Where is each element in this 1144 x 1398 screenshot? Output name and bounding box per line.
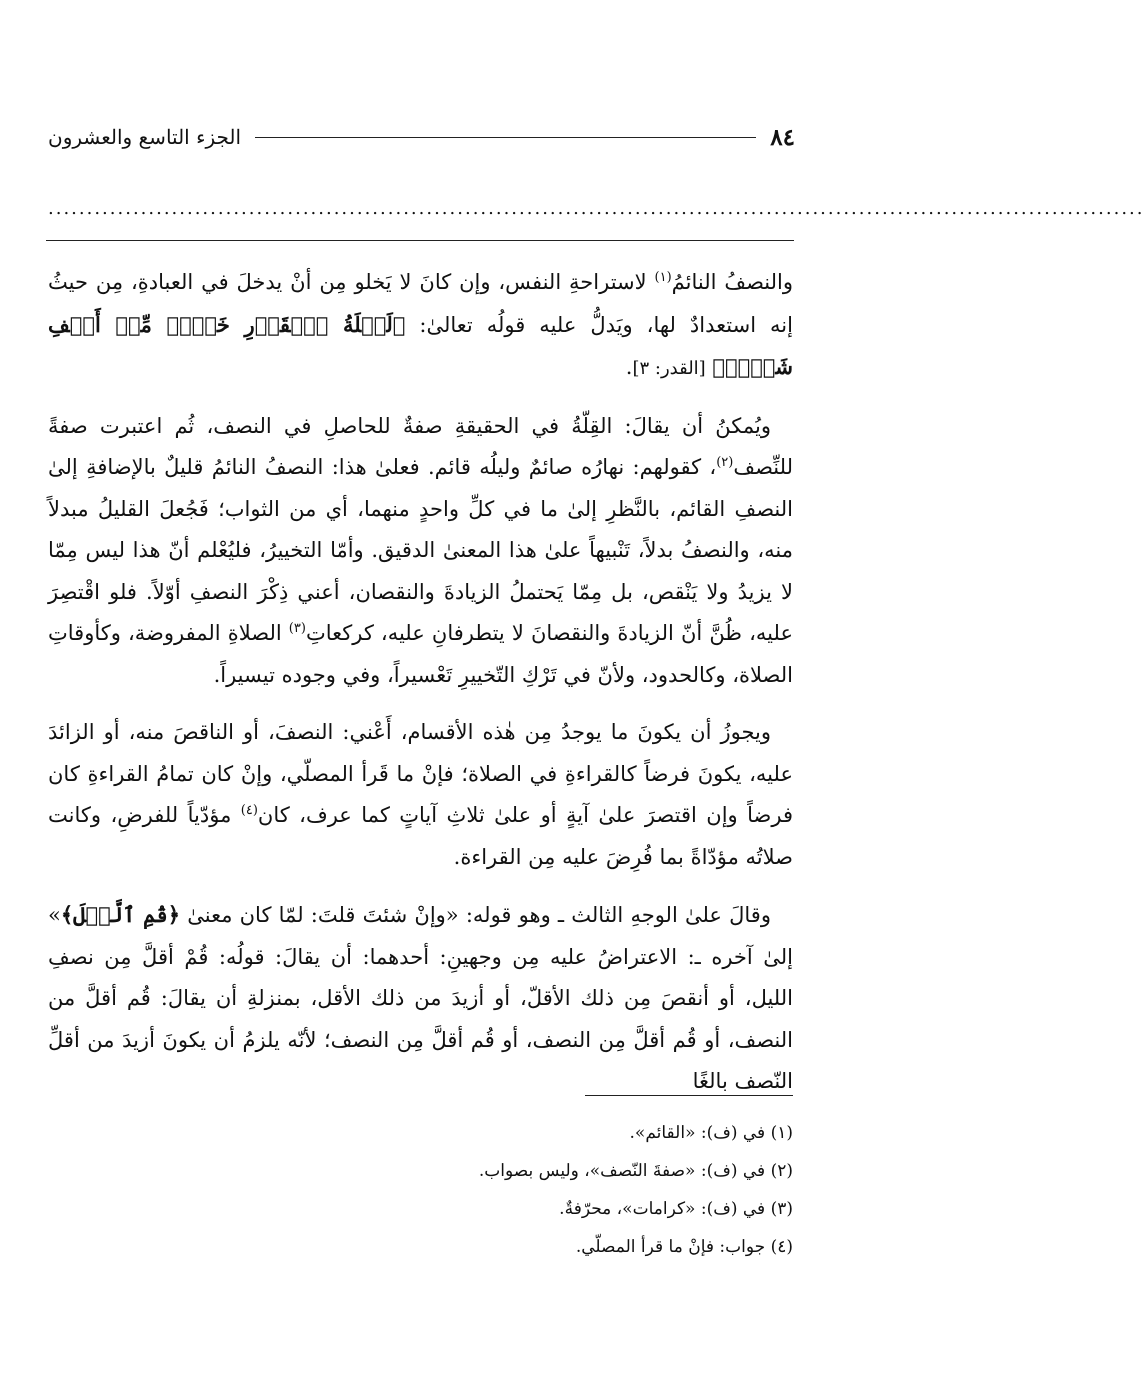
text-run: الصلاةِ المفروضة، وكأوقاتِ الصلاة، وكالحدود، ولأنّ في تَرْكِ التّخييرِ تَعْسيراً، وفي وجوده تيسيراً. bbox=[48, 621, 793, 687]
footnote-ref: (٤) bbox=[240, 803, 258, 818]
text-run: . bbox=[625, 355, 633, 379]
footnote-3: (٣) في (ف): «كرامات»، محرّفةٌ. bbox=[559, 1199, 793, 1219]
text-run: وقالَ علىٰ الوجهِ الثالث ـ وهو قوله: «وإنْ شئتَ قلتَ: لمّا كان معنىٰ bbox=[180, 903, 771, 927]
footnotes bbox=[93, 1114, 793, 1266]
footnote-4: (٤) جواب: فإنْ ما قرأ المصلّي. bbox=[575, 1237, 793, 1257]
running-title: الجزء التاسع والعشرون bbox=[48, 125, 242, 149]
separator-dots: .............................................................................................................................................. bbox=[48, 198, 1144, 219]
quran-verse: ﴿قُمِ ٱلَّيۡلَ﴾ bbox=[60, 902, 181, 927]
text-run: مؤدّياً للفرضِ، وكانت صلاتُه مؤدّاةً بما فُرِضَ عليه مِن القراءة. bbox=[48, 803, 793, 869]
text-run: ويجوزُ أن يكونَ ما يوجدُ مِن هٰذه الأقسام، أَعْني: النصفَ، أو الناقصَ منه، أو الزائدَ عليه، يكونَ فرضاً كالقراءةِ في الصلاة؛ فإنْ ما قَرأ المصلّي، وإنْ كان تمامُ القراءةِ كان فرضاً وإن اقتصرَ علىٰ آيةٍ أو علىٰ ثلاثِ آياتٍ كما عرف، كان bbox=[48, 720, 793, 827]
paragraph-3 bbox=[48, 712, 793, 878]
text-run: والنصفُ النائمُ bbox=[671, 270, 793, 294]
header-rule bbox=[255, 137, 756, 138]
text-run: لاستراحةِ النفس، وإن كانَ لا يَخلو مِن أنْ يدخلَ في العبادةِ، مِن حيثُ إنه استعدادٌ لها، ويَدلُّ عليه قولُه تعالىٰ: bbox=[48, 270, 793, 337]
footnote-1: (١) في (ف): «القائم». bbox=[629, 1123, 793, 1143]
verse-citation: [القدر: ٣] bbox=[632, 358, 706, 379]
top-rule bbox=[46, 240, 794, 241]
text-run: ، كقولهم: نهارُه صائمٌ وليلُه قائم. فعلىٰ هذا: النصفُ النائمُ قليلٌ بالإضافةِ إلىٰ النصفِ القائم، بالنَّظرِ إلىٰ ما في كلِّ واحدٍ منهما، أي من الثواب؛ فَجُعلَ القليلُ مبدلاً منه، والنصفُ بدلاً، تَنْبيهاً علىٰ هذا المعنىٰ الدقيق. وأمّا التخييرُ، فليُعْلم أنّ هذا ليس مِمّا لا يزيدُ ولا يَنْقص، بل مِمّا يَحتملُ الزيادةَ والنقصان، أعني ذِكْرَ النصفِ أوّلاً. فلو اقْتصِرَ عليه، ظُنَّ أنّ الزيادةَ والنقصانَ لا يتطرفانِ عليه، كركعاتِ bbox=[48, 455, 793, 645]
page-number: ٨٤ bbox=[770, 123, 795, 151]
body-text bbox=[48, 262, 793, 1103]
text-run: ويُمكنُ أن يقالَ: القِلّةُ في الحقيقةِ صفةٌ للحاصلِ في النصف، ثُم اعتبرت صفةً للنِّصف bbox=[48, 413, 793, 479]
paragraph-2 bbox=[48, 406, 793, 697]
footnote-ref: (٣) bbox=[288, 621, 306, 636]
text-run: » إلىٰ آخره ـ: الاعتراضُ عليه مِن وجهينِ: أحدهما: أن يقالَ: قولُه: قُمْ أقلَّ مِن نصفِ الليل، أو أنقصَ مِن ذلك الأقلّ، أو أزيدَ من ذلك الأقل، بمنزلةِ أن يقالَ: قُم أقلَّ من النصف، أو قُم أقلَّ مِن النصف، أو قُم أقلَّ مِن النصف؛ لأنّه يلزمُ أن يكونَ أزيدَ من أقلِّ النّصف بالغًا bbox=[48, 903, 793, 1093]
page-header bbox=[48, 122, 795, 152]
footnote-ref: (٢) bbox=[716, 455, 734, 470]
paragraph-4 bbox=[48, 894, 793, 1103]
footnote-rule bbox=[585, 1095, 793, 1096]
paragraph-1 bbox=[48, 262, 793, 390]
footnote-2: (٢) في (ف): «صفةَ النّصف»، وليس بصواب. bbox=[478, 1161, 793, 1181]
footnote-ref: (١) bbox=[654, 270, 672, 285]
quran-verse: ﴿لَيۡلَةُ ٱلۡقَدۡرِ خَيۡرٞ مِّنۡ أَلۡفِ شَهۡرٖ﴾ bbox=[48, 311, 793, 379]
